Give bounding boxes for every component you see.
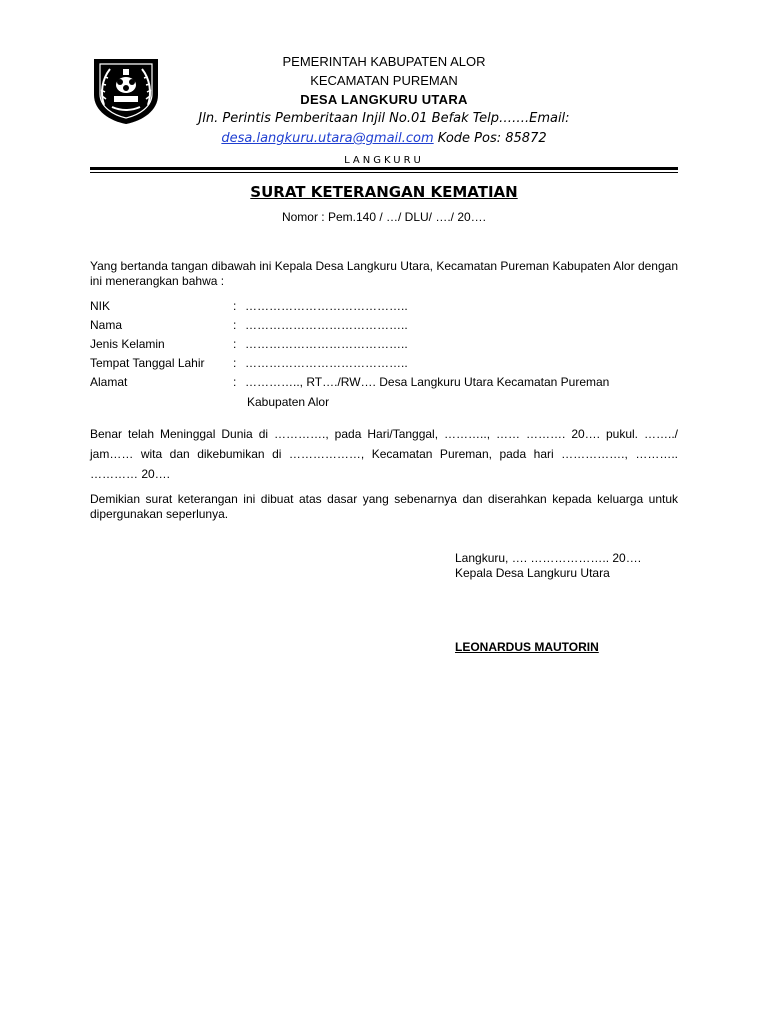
field-nama-colon: : — [233, 318, 237, 332]
header-place: LANGKURU — [344, 155, 424, 166]
field-nik-label: NIK — [90, 299, 111, 313]
field-nama-value: ………………………………….. — [245, 318, 408, 332]
field-alamat-label: Alamat — [90, 375, 128, 389]
closing-paragraph: Demikian surat keterangan ini dibuat atas dasar yang sebenarnya dan diserahkan kepada keluarga untuk dipergunakan seperlunya. — [90, 492, 678, 521]
field-ttl-value: ………………………………….. — [245, 356, 408, 370]
field-nik-value: ………………………………….. — [245, 299, 408, 313]
signature-place-date: Langkuru, …. ……………….. 20…. — [455, 551, 642, 565]
signature-name: LEONARDUS MAUTORIN — [455, 640, 599, 654]
field-alamat-colon: : — [233, 375, 237, 389]
header-postcode: Kode Pos: 85872 — [433, 131, 547, 146]
email-link[interactable]: desa.langkuru.utara@gmail.com — [221, 131, 434, 146]
field-ttl-colon: : — [233, 356, 237, 370]
intro-paragraph: Yang bertanda tangan dibawah ini Kepala Desa Langkuru Utara, Kecamatan Pureman Kabupaten Alor dengan ini menerangkan bahwa : — [90, 259, 678, 288]
header-divider-thick — [90, 167, 678, 170]
header-contact — [140, 130, 628, 148]
field-alamat-value: ………….., RT…./RW…. Desa Langkuru Utara Kecamatan Pureman — [245, 375, 610, 389]
field-nama-label: Nama — [90, 318, 123, 332]
header-district: KECAMATAN PUREMAN — [310, 73, 458, 88]
field-jenis-kelamin-label: Jenis Kelamin — [90, 337, 165, 351]
field-ttl-label: Tempat Tanggal Lahir — [90, 356, 205, 370]
header-village: DESA LANGKURU UTARA — [300, 92, 468, 107]
field-jenis-kelamin-value: ………………………………….. — [245, 337, 408, 351]
document-number: Nomor : Pem.140 / …/ DLU/ …./ 20…. — [281, 210, 487, 224]
header-divider-thin — [90, 172, 678, 173]
field-nik-colon: : — [233, 299, 237, 313]
field-alamat-value-line2: Kabupaten Alor — [247, 395, 330, 409]
header-government: PEMERINTAH KABUPATEN ALOR — [282, 54, 486, 69]
death-statement-paragraph: Benar telah Meninggal Dunia di …………., pada Hari/Tanggal, ……….., …… ………. 20…. pukul. ……../ jam…… wita dan dikebumikan di ………………, Kecamatan Pureman, pada hari ……………., ……….. ………… 20…. — [90, 427, 678, 481]
document-title — [90, 183, 678, 201]
signature-position: Kepala Desa Langkuru Utara — [455, 566, 610, 580]
header-address: Jln. Perintis Pemberitaan Injil No.01 Befak Telp…….Email: — [198, 111, 570, 126]
document-title-text: SURAT KETERANGAN KEMATIAN — [250, 183, 518, 201]
field-jenis-kelamin-colon: : — [233, 337, 237, 351]
